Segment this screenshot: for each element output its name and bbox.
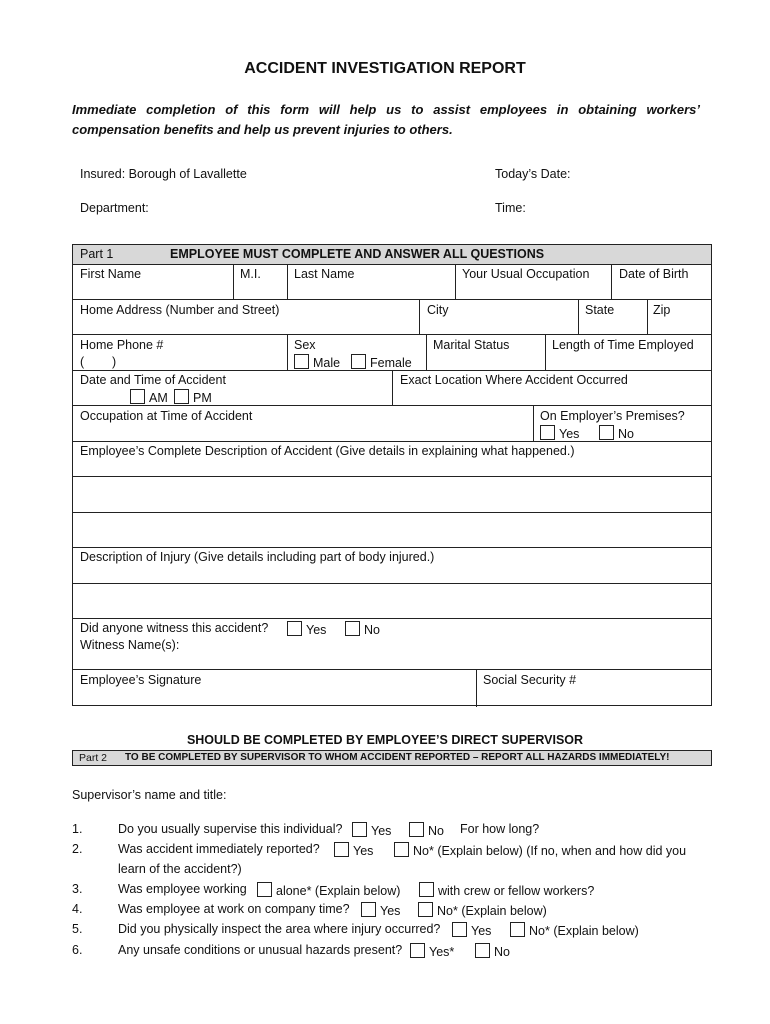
time-label: Time: [495, 201, 526, 215]
q2-yes-text: Yes [353, 844, 374, 858]
injury-description-label: Description of Injury (Give details including part of body injured.) [80, 550, 435, 564]
pm-checkbox[interactable] [174, 389, 189, 404]
pm-option[interactable] [174, 389, 212, 405]
q1-no-checkbox[interactable] [409, 822, 424, 837]
intro-text: Immediate completion of this form will help us to assist employees in obtaining workers’ compensation benefits and help us prevent injuries to others. [72, 102, 700, 137]
q1-yes-checkbox[interactable] [352, 822, 367, 837]
accident-description-label: Employee’s Complete Description of Accident (Give details in explaining what happened.) [80, 444, 575, 458]
todays-date-label: Today’s Date: [495, 167, 571, 181]
home-phone-label: Home Phone # [80, 338, 164, 352]
usual-occupation-label: Your Usual Occupation [462, 267, 590, 281]
q4-no-checkbox[interactable] [418, 902, 433, 917]
q1-extra: For how long? [460, 822, 540, 836]
q3-alone-option[interactable] [257, 882, 400, 898]
q2-no-checkbox[interactable] [394, 842, 409, 857]
female-option[interactable] [351, 354, 412, 370]
ssn-label: Social Security # [483, 673, 577, 687]
q3-alone-checkbox[interactable] [257, 882, 272, 897]
q5-yes-text: Yes [471, 924, 492, 938]
q1-no-option[interactable] [409, 822, 444, 838]
q3-alone-text: alone* (Explain below) [276, 884, 401, 898]
q2-continuation: learn of the accident?) [118, 862, 242, 876]
q6-yes-checkbox[interactable] [410, 943, 425, 958]
q2-yes-checkbox[interactable] [334, 842, 349, 857]
male-text: Male [313, 356, 341, 370]
q1-number: 1. [72, 822, 83, 836]
premises-no-text: No [618, 427, 634, 441]
premises-yes-option[interactable] [540, 425, 579, 441]
q6-yes-option[interactable] [410, 943, 454, 959]
department-label: Department: [80, 201, 149, 215]
occupation-time-label: Occupation at Time of Accident [80, 409, 253, 423]
q6-text: Any unsafe conditions or unusual hazards present? [118, 943, 403, 957]
marital-status-label: Marital Status [433, 338, 510, 352]
part1-heading: EMPLOYEE MUST COMPLETE AND ANSWER ALL QUESTIONS [170, 247, 545, 261]
female-checkbox[interactable] [351, 354, 366, 369]
witness-no-option[interactable] [345, 621, 380, 637]
q6-number: 6. [72, 943, 83, 957]
q1-text: Do you usually supervise this individual? [118, 822, 343, 836]
witness-yes-checkbox[interactable] [287, 621, 302, 636]
q6-no-text: No [494, 945, 510, 959]
dob-label: Date of Birth [619, 267, 689, 281]
q6-yes-text: Yes* [429, 945, 455, 959]
am-checkbox[interactable] [130, 389, 145, 404]
q4-no-text: No* (Explain below) [437, 904, 547, 918]
witness-no-text: No [364, 623, 380, 637]
male-checkbox[interactable] [294, 354, 309, 369]
q5-yes-option[interactable] [452, 922, 491, 938]
supervisor-section-heading: SHOULD BE COMPLETED BY EMPLOYEE’S DIRECT SUPERVISOR [186, 733, 584, 747]
q2-yes-option[interactable] [334, 842, 373, 858]
witness-yes-option[interactable] [287, 621, 326, 637]
part2-heading: TO BE COMPLETED BY SUPERVISOR TO WHOM ACCIDENT REPORTED – REPORT ALL HAZARDS IMMEDIATELY! [125, 752, 670, 763]
q3-crew-checkbox[interactable] [419, 882, 434, 897]
witness-yes-text: Yes [306, 623, 327, 637]
last-name-label: Last Name [294, 267, 355, 281]
supervisor-name-label: Supervisor’s name and title: [72, 788, 227, 802]
premises-yes-checkbox[interactable] [540, 425, 555, 440]
q4-yes-checkbox[interactable] [361, 902, 376, 917]
date-time-accident-label: Date and Time of Accident [80, 373, 226, 387]
q4-yes-text: Yes [380, 904, 401, 918]
part2-header-bar [72, 750, 712, 766]
q4-no-option[interactable] [418, 902, 547, 918]
q3-crew-text: with crew or fellow workers? [438, 884, 595, 898]
q6-no-option[interactable] [475, 943, 510, 959]
part1-table [72, 244, 712, 706]
q5-number: 5. [72, 922, 83, 936]
q3-text: Was employee working [118, 882, 247, 896]
home-address-label: Home Address (Number and Street) [80, 303, 280, 317]
premises-no-checkbox[interactable] [599, 425, 614, 440]
pm-text: PM [193, 391, 212, 405]
length-employed-label: Length of Time Employed [552, 338, 694, 352]
sex-label: Sex [294, 338, 316, 352]
q6-no-checkbox[interactable] [475, 943, 490, 958]
q2-no-text: No* (Explain below) (If no, when and how did you [413, 844, 687, 858]
zip-label: Zip [653, 303, 671, 317]
q2-number: 2. [72, 842, 83, 856]
q3-number: 3. [72, 882, 83, 896]
q1-no-text: No [428, 824, 444, 838]
mi-label: M.I. [240, 267, 261, 281]
part1-header-bar [73, 245, 711, 265]
q1-yes-text: Yes [371, 824, 392, 838]
witness-names-label: Witness Name(s): [80, 638, 180, 652]
witness-no-checkbox[interactable] [345, 621, 360, 636]
q5-yes-checkbox[interactable] [452, 922, 467, 937]
q5-no-checkbox[interactable] [510, 922, 525, 937]
part2-label: Part 2 [79, 752, 108, 764]
q4-yes-option[interactable] [361, 902, 400, 918]
q4-text: Was employee at work on company time? [118, 902, 350, 916]
premises-no-option[interactable] [599, 425, 634, 441]
city-label: City [427, 303, 449, 317]
signature-label: Employee’s Signature [80, 673, 202, 687]
insured-label: Insured: Borough of Lavallette [80, 167, 247, 181]
witness-question: Did anyone witness this accident? [80, 621, 269, 635]
female-text: Female [370, 356, 412, 370]
part1-label: Part 1 [80, 247, 114, 261]
q5-no-text: No* (Explain below) [529, 924, 639, 938]
q1-yes-option[interactable] [352, 822, 391, 838]
state-label: State [585, 303, 615, 317]
phone-paren: ( ) [80, 355, 117, 369]
q5-no-option[interactable] [510, 922, 639, 938]
exact-location-label: Exact Location Where Accident Occurred [400, 373, 628, 387]
am-text: AM [149, 391, 168, 405]
male-option[interactable] [294, 354, 340, 370]
premises-label: On Employer’s Premises? [540, 409, 685, 423]
first-name-label: First Name [80, 267, 142, 281]
q5-text: Did you physically inspect the area where injury occurred? [118, 922, 441, 936]
premises-yes-text: Yes [559, 427, 580, 441]
q2-text: Was accident immediately reported? [118, 842, 320, 856]
am-option[interactable] [130, 389, 168, 405]
q4-number: 4. [72, 902, 83, 916]
q3-crew-option[interactable] [419, 882, 594, 898]
q2-no-option[interactable] [394, 842, 686, 858]
form-title: ACCIDENT INVESTIGATION REPORT [244, 60, 526, 77]
